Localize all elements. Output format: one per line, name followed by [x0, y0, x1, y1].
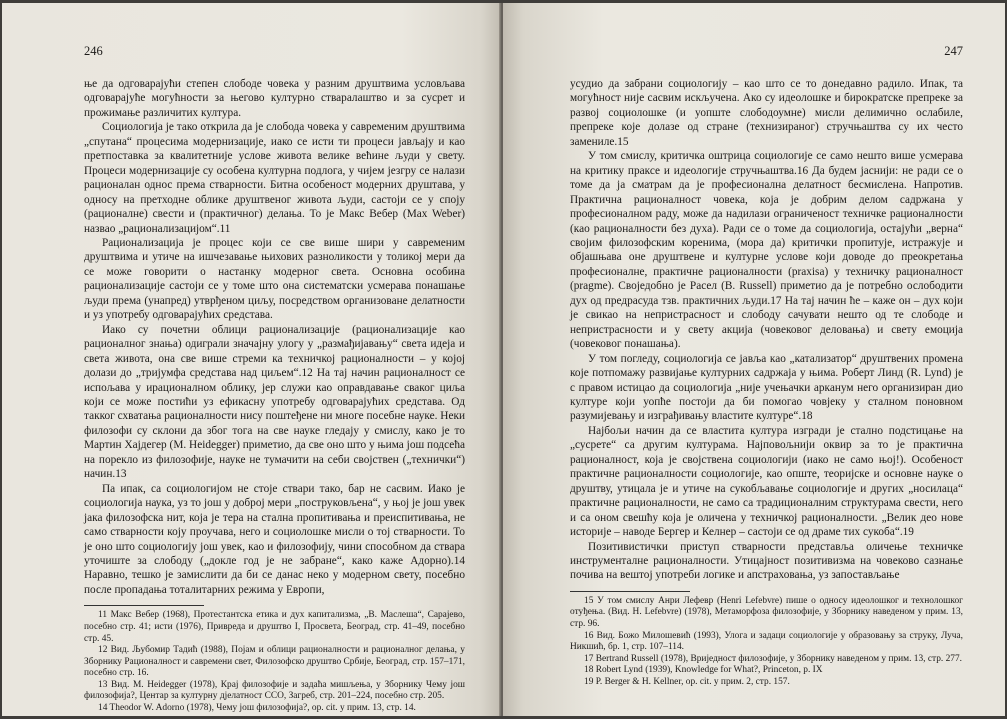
paragraph: У том погледу, социологија се јавља као „катализатор“ друштвених промена које потпомажу развијање културних садржаја у њима. Роберт Линд (R. Lynd) је с правом истицао да социологија „није учењачки арканум него организиран дио културе који уопће постоји да би помогао човјеку у сталном поновном разумијевању и изграђивању властите културе“.18 [570, 352, 963, 423]
footnote: 18 Robert Lynd (1939), Knowledge for What?, Princeton, p. IX [584, 665, 823, 676]
page-number: 246 [84, 44, 103, 58]
footnotes [84, 605, 465, 714]
paragraph: Социологија је тако открила да је слобода човека у савременим друштвима „спутана“ процесима модернизације, иако се исти ти процеси јављају и као претпоставка за квалитетније услове живота велике већине људи у свету. Процеси модернизације су особена културна подлога, у чијем језгру се налази рационалан однос према стварности. Битна особеност модерних друштава, у односу на претходне облике друштвеног живота људи, састоји се у споју (рационалне) свести и (практичног) делања. То је Макс Вебер (Max Weber) назвао „рационализацијом“.11 [84, 121, 465, 235]
footnote: 13 Вид. M. Heidegger (1978), Крај филозофије и задаћа мишљења, у Зборнику Чему још филозофија?, Центар за културну дјелатност ССО, Загреб, стр. 201–224, посебно стр. 205. [84, 679, 465, 702]
footnote: 19 P. Berger & H. Kellner, op. cit. у прим. 2, стр. 157. [584, 677, 790, 688]
footnote: 17 Bertrand Russell (1978), Вриједност филозофије, у Зборнику наведеном у прим. 13, стр. 277. [584, 653, 963, 664]
paragraph: Иако су почетни облици рационализације (рационализације као рационалног знања) одиграли значајну улогу у „размађијавању“ света идеја и света живота, она све више стреми ка техничкој рационалности – у којој долази до „тријумфа средстава над циљем“.12 На тај начин рационалност се испољава у ирационалном облику, јер служи као оправдавање сваког циља који се може постићи уз ефикасну употребу одговарајућих средстава. Од такког схватања рационалности нису поштеђене ни многе посебне науке. Неки филозофи су склони да због тога на све науке гледају у смислу, како је то Мартин Хајдегер (M. Heidegger) приметио, да све оно што у њима још подсећа на порекло из филозофије, науке не тумачити на себи својствен („технички“) начин.13 [84, 323, 465, 481]
footnote-divider [84, 605, 204, 606]
footnote-divider [570, 591, 690, 592]
footnote: 11 Макс Вебер (1968), Протестантска етика и дух капитализма, „В. Маслеша“, Сарајево, посебно стр. 41; исти (1976), Привреда и друштво I, Просвета, Београд, стр. 41–49, посебно стр. 45. [84, 610, 465, 644]
footnote: 15 У том смислу Анри Лефевр (Henri Lefebvre) пише о односу идеолошког и технолошког отуђења. (Вид. Н. Lefebvre) (1978), Метаморфоза филозофије, у Зборнику наведеном у прим. 13, стр. 96. [570, 595, 963, 630]
paragraph: Најбољи начин да се властита култура изгради је стално подстицање на „сусрете“ са другим културама. Најповољнији оквир за то је практична рационалност, која је својствена социологији (иако не само њој!). Особеност практичне рационалности социологије, као опште, теоријске и основне науке о друштву, утицала је и утиче на сукобљавање социологије и других „носилаца“ практичне рационалности, не само са традиционалним структурама свести, него и са оном свешћу која је оличена у техничкој рационалности. „Велик део нове историје – наводе Бергер и Келнер – састоји се од драме тих сукоба“.19 [570, 424, 963, 539]
book-spread [2, 3, 1005, 716]
paragraph: усудио да забрани социологију – као што се то донедавно радило. Ипак, та могућност није сасвим искључена. Ако су идеолошке и бирократске препреке за развој социолошке (и уопште слободоумне) мисли делимично ослабиле, препреке које долазе од стране (технизираног) стручњаштва су их често замениле.15 [570, 78, 963, 148]
body-text [570, 77, 963, 583]
paragraph: У том смислу, критичка оштрица социологије се само нешто више усмерава на критику праксе и идеологије стручњаштва.16 Да будем јаснији: не ради се о томе да ја сматрам да је професионална делатност бесмислена. Напротив. Практична рационалност човека, која је добрим делом садржана у професионалном раду, може да надилази ограниченост техничке рационалности (као рационалности без духа). Ради се о томе да социологија, остајући „верна“ својим филозофским коренима, (мора да) критички пропитује, истражује и објашњава оне друштвене и културне услове који доводе до преокретања професионалне, практичне рационалности (praxisа) у техничку рационалност (pragme). Своједобно је Расел (B. Russell) приметио да је потребно ослободити дух од предрасуда тзв. практичних људи.17 На тај начин ће – каже он – дух који је свикао на непристрасност и слободу сачувати нешто од те слободе и непристрасности и у свету акција (човековог деловања) и свету емоција (човековог понашања). [570, 150, 963, 351]
body-text [84, 77, 465, 597]
footnote: 14 Theodor W. Adorno (1978), Чему још филозофија?, op. cit. у прим. 13, стр. 14. [98, 703, 416, 714]
paragraph: Рационализација је процес који се све више шири у савременим друштвима и утиче на ишчезавање њихових разноликости у толикој мери да се може говорити о настанку модерног света. Основна особина рационализације састоји се у томе што она систематски усмерава понашање људи према (унапред) утврђеном циљу, посредством организоване делатности и уз употребу одговарајућих средстава. [84, 236, 465, 322]
paragraph: Па ипак, са социологијом не стоје ствари тако, бар не сасвим. Иако је социологија наука, уз то још у доброј мери „поструковљена“, у њој је још увек јака филозофска нит, која је тера на стална пропитивања и преиспитивања, не само стварности коју проучава, него и социолошке мисли о тој стварности. То је оно што социологију још увек, као и филозофију, чини способном да ствара уточиште за слободу („докле год је не забране“, како каже Адорно).14 Наравно, тешко је замислити да би се данас неко у модерном свету, посебно после пропадања тоталитарних режима у Европи, [84, 482, 465, 596]
left-page [2, 3, 501, 716]
paragraph: ње да одговарајући степен слободе човека у разним друштвима условљава одговарајуће могућности за његово културно стваралаштво и за сусрет и прожимање различитих култура. [84, 78, 465, 119]
paragraph: Позитивистички приступ стварности представља оличење техничке инструменталне рационалности. Утицајност позитивизма на човеково сазнање почива на вештој употреби логике и апстраховања, уз запостављање [570, 540, 963, 582]
footnote: 16 Вид. Божо Милошевић (1993), Улога и задаци социологије у образовању за струку, Луча, Никшић, бр. 1, стр. 107–114. [570, 630, 963, 653]
page-number: 247 [944, 44, 963, 58]
footnotes [570, 591, 963, 689]
right-page [503, 3, 1005, 716]
footnote: 12 Вид. Љубомир Тадић (1988), Појам и облици рационалности и рационалног делања, у Зборнику Рационалност и савремени свет, Филозофско друштво Србије, Београд, стр. 157–171, посебно стр. 16. [84, 645, 465, 679]
